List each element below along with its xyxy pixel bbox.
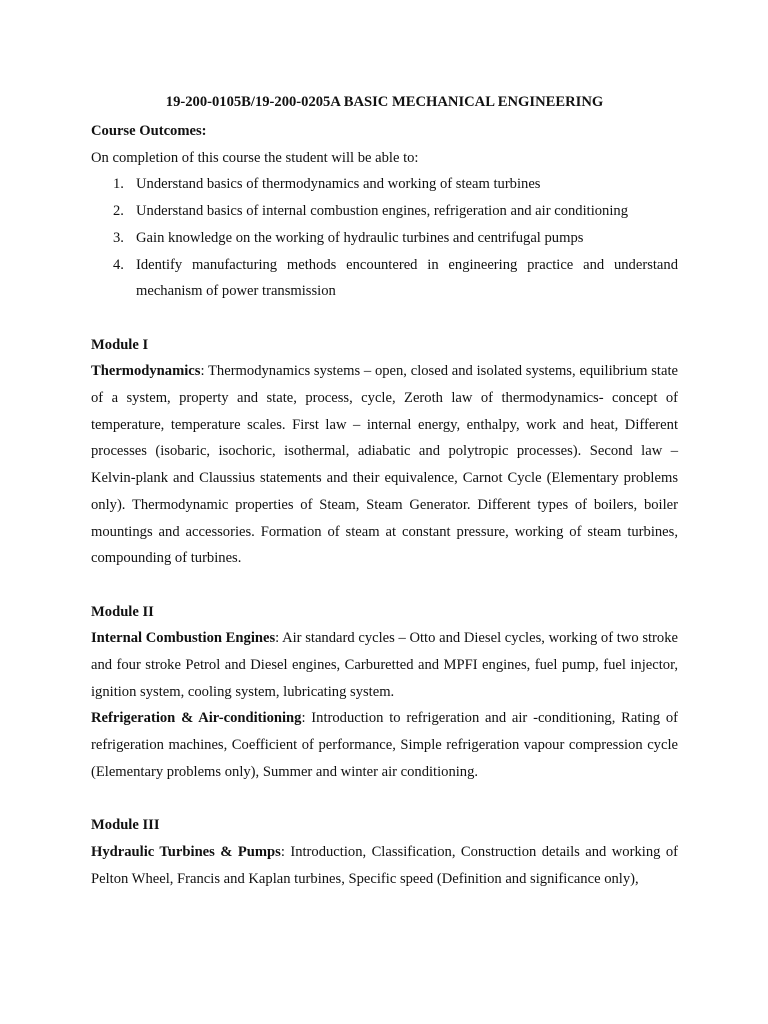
spacer bbox=[91, 572, 678, 599]
list-item bbox=[91, 252, 678, 305]
module-2-topic-ic-engines: Internal Combustion Engines bbox=[91, 630, 276, 647]
list-text: Understand basics of internal combustion engines, refrigeration and air conditioning bbox=[136, 203, 628, 220]
list-number: 3. bbox=[113, 229, 124, 246]
list-text: Identify manufacturing methods encountered in engineering practice and understand mechanism of power transmission bbox=[136, 256, 678, 300]
list-text: Understand basics of thermodynamics and working of steam turbines bbox=[136, 176, 541, 193]
module-3-body: : Introduction, Classification, Construction details and working of Pelton Wheel, Francis and Kaplan turbines, Specific speed (Definition and significance only), bbox=[91, 843, 678, 887]
list-number: 4. bbox=[113, 256, 124, 273]
module-2-topic-refrigeration: Refrigeration & Air-conditioning bbox=[91, 710, 302, 727]
module-1-body: : Thermodynamics systems – open, closed and isolated systems, equilibrium state of a system, property and state, process, cycle, Zeroth law of thermodynamics- concept of temperature, temperature scales. First law – internal energy, enthalpy, work and heat, Different processes (isobaric, isochoric, isothermal, adiabatic and polytropic processes). Second law – Kelvin-plank and Claussius statements and their equivalence, Carnot Cycle (Elementary problems only). Thermodynamic properties of Steam, Steam Generator. Different types of boilers, boiler mountings and accessories. Formation of steam at constant pressure, working of steam turbines, compounding of turbines. bbox=[91, 363, 678, 567]
course-title: 19-200-0105B/19-200-0205A BASIC MECHANICAL ENGINEERING bbox=[165, 94, 604, 110]
module-3-heading: Module III bbox=[91, 817, 160, 834]
list-item bbox=[91, 171, 678, 198]
list-item bbox=[91, 198, 678, 225]
module-2-body-ic-engines: : Air standard cycles – Otto and Diesel cycles, working of two stroke and four stroke Petrol and Diesel engines, Carburetted and MPFI engines, fuel pump, fuel injector, ignition system, cooling system, lubricating system. bbox=[91, 630, 678, 700]
module-3-topic: Hydraulic Turbines & Pumps bbox=[91, 843, 281, 860]
module-1-paragraph bbox=[91, 358, 678, 572]
module-3-paragraph bbox=[91, 839, 678, 892]
module-2-heading: Module II bbox=[91, 603, 154, 620]
module-1-heading: Module I bbox=[91, 336, 149, 353]
course-outcomes-heading: Course Outcomes: bbox=[91, 123, 207, 139]
list-item bbox=[91, 225, 678, 252]
list-number: 1. bbox=[113, 176, 124, 193]
module-2-body-refrigeration: : Introduction to refrigeration and air -conditioning, Rating of refrigeration machines, Coefficient of performance, Simple refrigeration vapour compression cycle (Elementary problems only), Summer and winter air conditioning. bbox=[91, 710, 678, 780]
module-1-topic: Thermodynamics bbox=[91, 363, 201, 380]
list-text: Gain knowledge on the working of hydraulic turbines and centrifugal pumps bbox=[136, 229, 584, 246]
spacer bbox=[91, 786, 678, 813]
spacer bbox=[91, 305, 678, 332]
outcomes-list bbox=[91, 171, 678, 305]
module-2-paragraph-ic-engines bbox=[91, 625, 678, 705]
list-number: 2. bbox=[113, 203, 124, 220]
module-2-paragraph-refrigeration bbox=[91, 705, 678, 785]
outcomes-intro: On completion of this course the student will be able to: bbox=[91, 149, 419, 166]
